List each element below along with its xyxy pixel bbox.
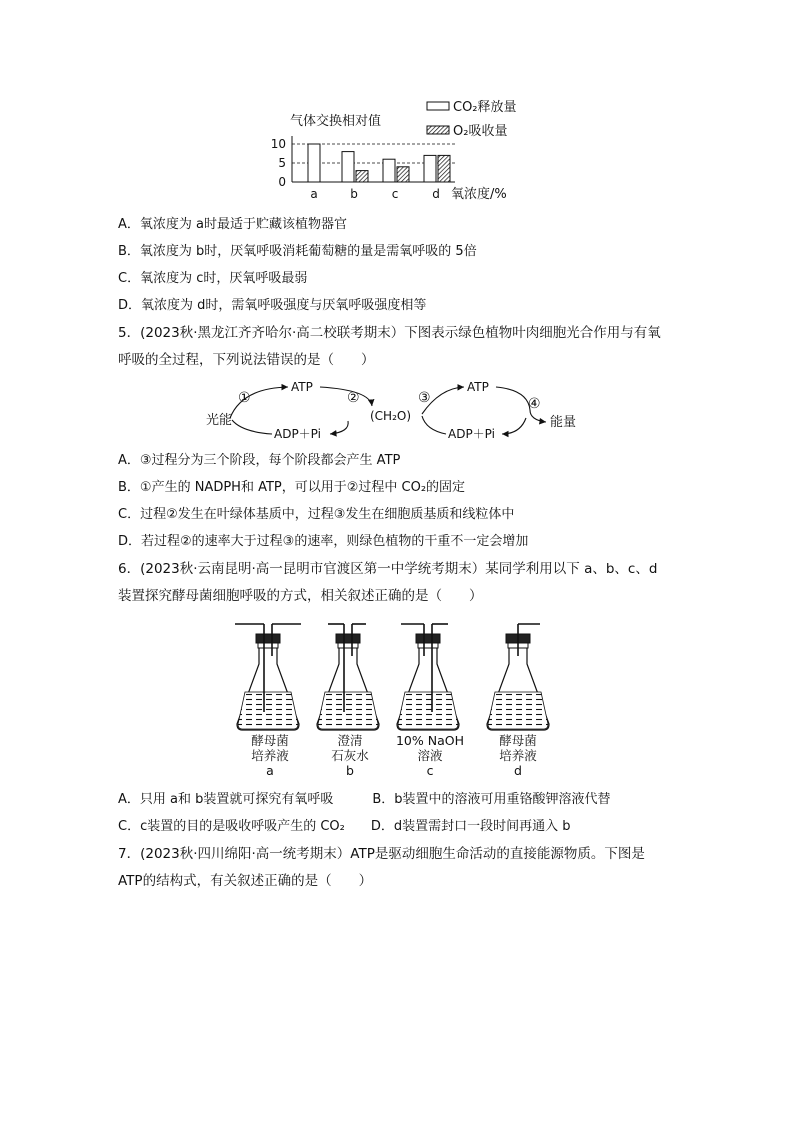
q7-stem-line1: 7．(2023秋·四川绵阳·高一统考期末）ATP是驱动细胞生命活动的直接能源物质。下图是 [118,846,645,862]
energy-cycle-diagram [200,376,600,446]
label-ch2o: (CH₂O) [370,409,412,423]
x-axis-label: 氧浓度/% [451,187,507,202]
legend-swatch [427,102,449,110]
q5-option-c[interactable]: C．过程②发生在叶绿体基质中，过程③发生在细胞质基质和线粒体中 [118,507,515,522]
x-tick-label: d [432,187,440,201]
gas-exchange-bar-chart [270,92,530,204]
q5-option-d[interactable]: D．若过程②的速率大于过程③的速率，则绿色植物的干重不一定会增加 [118,534,529,549]
q6-stem-line1: 6．(2023秋·云南昆明·高一昆明市官渡区第一中学统考期末）某同学利用以下 a、b、c、d [118,561,658,577]
legend-label: CO₂释放量 [453,100,517,115]
q4-option-d[interactable]: D．氧浓度为 d时，需氧呼吸强度与厌氧呼吸强度相等 [118,298,427,313]
q5-stem-line1: 5．(2023秋·黑龙江齐齐哈尔·高二校联考期末）下图表示绿色植物叶肉细胞光合作用与有氧 [118,325,661,341]
q6-options-cd[interactable]: C．c装置的目的是吸收呼吸产生的 CO₂ D．d装置需封口一段时间再通入 b [118,819,571,834]
label-4: ④ [528,396,541,412]
label-light: 光能 [206,413,233,428]
label-atp-1: ATP [291,380,313,394]
label-1: ① [238,390,251,406]
o2-bar-d [438,155,450,182]
q6-stem-line2: 装置探究酵母菌细胞呼吸的方式，相关叙述正确的是（ ） [118,588,483,604]
flask-liquid [398,692,458,729]
flask-liquid [488,692,548,729]
label-2: ② [347,390,360,406]
stopper [416,634,440,643]
o2-bar-b [356,171,368,182]
co2-bar-c [383,159,395,182]
flask-a-label: 酵母菌 培养液 a [251,733,289,778]
flask-b [317,624,379,730]
label-energy: 能量 [550,415,577,430]
x-tick-label: c [391,187,399,201]
q6-options-ab[interactable]: A．只用 a和 b装置就可探究有氧呼吸 B．b装置中的溶液可用重铬酸钾溶液代替 [118,792,611,807]
flask-b-label: 澄清 石灰水 b [331,733,369,778]
flask-d-label: 酵母菌 培养液 d [499,733,537,778]
label-adp-1: ADP＋Pi [274,427,321,441]
q7-stem-line2: ATP的结构式，有关叙述正确的是（ ） [118,873,373,889]
x-tick-label: b [350,187,358,201]
label-3: ③ [418,390,431,406]
label-atp-2: ATP [467,380,489,394]
x-tick-label: a [310,187,318,201]
y-tick-label: 10 [270,137,286,151]
q5-option-b[interactable]: B．①产生的 NADPH和 ATP，可以用于②过程中 CO₂的固定 [118,480,466,495]
q5-option-a[interactable]: A．③过程分为三个阶段，每个阶段都会产生 ATP [118,453,401,468]
stopper-base [338,643,358,648]
q4-option-a[interactable]: A．氧浓度为 a时最适于贮藏该植物器官 [118,217,347,232]
stopper-base [418,643,438,648]
q4-option-c[interactable]: C．氧浓度为 c时，厌氧呼吸最弱 [118,271,308,286]
stopper [336,634,360,643]
label-adp-2: ADP＋Pi [448,427,495,441]
flask-d [487,624,549,730]
flask-a [235,624,301,730]
co2-bar-d [424,155,436,182]
legend-swatch [427,126,449,134]
flask-liquid [318,692,378,729]
o2-bar-c [397,167,409,182]
q4-option-b[interactable]: B．氧浓度为 b时，厌氧呼吸消耗葡萄糖的量是需氧呼吸的 5倍 [118,244,477,259]
flask-liquid [238,692,298,729]
chart-ylabel: 气体交换相对值 [290,114,382,129]
flask-c-label: 10% NaOH 溶液 c [395,733,464,778]
q5-stem-line2: 呼吸的全过程，下列说法错误的是（ ） [118,352,375,368]
y-tick-label: 5 [278,156,286,170]
flask-c [397,624,459,730]
legend-label: O₂吸收量 [453,124,508,139]
flask-apparatus [225,612,565,734]
stopper-base [258,643,278,648]
co2-bar-b [342,152,354,182]
y-tick-label: 0 [278,175,286,189]
co2-bar-a [308,144,320,182]
stopper [256,634,280,643]
